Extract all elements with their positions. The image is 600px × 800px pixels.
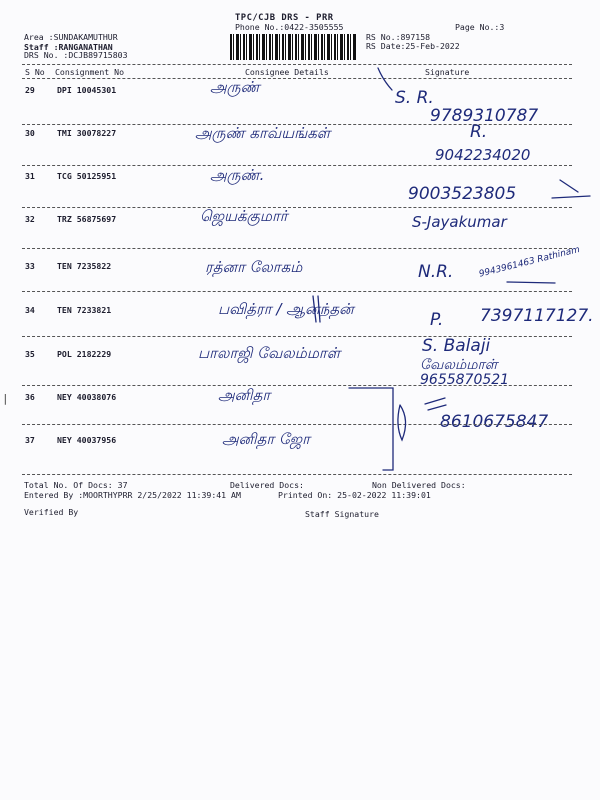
phone-handwriting: 8610675847 xyxy=(440,412,549,432)
row-consignment: NEY 40038076 xyxy=(57,392,117,402)
row-sno: 34 xyxy=(25,305,35,315)
area-field: Area :SUNDAKAMUTHUR xyxy=(24,32,118,42)
staff-signature: Staff Signature xyxy=(305,509,379,519)
row-consignment: TEN 7233821 xyxy=(57,305,112,315)
delivered-docs: Delivered Docs: xyxy=(230,480,304,490)
row-sno: 31 xyxy=(25,171,35,181)
margin-mark: | xyxy=(2,392,9,405)
row-consignment: DPI 10045301 xyxy=(57,85,117,95)
document-title: TPC/CJB DRS - PRR xyxy=(235,13,334,23)
consignee-handwriting: ரத்னா லோகம் xyxy=(205,258,303,276)
column-consignee: Consignee Details xyxy=(245,67,329,77)
signature-handwriting: P. xyxy=(430,310,444,330)
signature-handwriting: S. Balaji xyxy=(422,336,491,356)
phone-handwriting: 9789310787 xyxy=(430,106,539,126)
consignee-handwriting: அனிதா xyxy=(218,386,271,404)
drs-number-field: DRS No. :DCJB89715803 xyxy=(24,50,128,60)
page-number: Page No.:3 xyxy=(455,22,505,32)
signature-handwriting: S-Jayakumar xyxy=(412,213,507,231)
row-sno: 33 xyxy=(25,261,35,271)
phone-number: Phone No.:0422-3505555 xyxy=(235,22,344,32)
row-sno: 32 xyxy=(25,214,35,224)
printed-on: Printed On: 25-02-2022 11:39:01 xyxy=(278,490,431,500)
signature-handwriting: S. R. xyxy=(395,88,434,108)
row-consignment: POL 2182229 xyxy=(57,349,112,359)
total-docs: Total No. Of Docs: 37 xyxy=(24,480,128,490)
entered-by: Entered By :MOORTHYPRR 2/25/2022 11:39:41 AM xyxy=(24,490,241,500)
row-sno: 36 xyxy=(25,392,35,402)
row-sno: 35 xyxy=(25,349,35,359)
column-consignment: Consignment No xyxy=(55,67,125,77)
verified-by: Verified By xyxy=(24,507,79,517)
consignee-handwriting: பாலாஜி வேலம்மாள் xyxy=(198,344,341,362)
row-sno: 30 xyxy=(25,128,35,138)
consignee-handwriting: ஜெயக்குமார் xyxy=(200,207,288,225)
phone-handwriting: 9042234020 xyxy=(435,146,531,164)
consignee-handwriting: அருண் காவ்யங்கள் xyxy=(195,124,331,142)
column-sno: S No xyxy=(25,67,45,77)
row-consignment: TCG 50125951 xyxy=(57,171,117,181)
row-consignment: TEN 7235822 xyxy=(57,261,112,271)
row-consignment: TMI 30078227 xyxy=(57,128,117,138)
column-signature: Signature xyxy=(425,67,470,77)
row-consignment: NEY 40037956 xyxy=(57,435,117,445)
consignee-handwriting: அருண் xyxy=(210,78,260,96)
phone-handwriting: 7397117127. xyxy=(480,306,594,326)
phone-handwriting: 9003523805 xyxy=(408,184,517,204)
phone-handwriting: வேலம்மாள் 9655870521 xyxy=(420,357,510,388)
rs-number-field: RS No.:897158 xyxy=(366,32,431,42)
staff-field: Staff :RANGANATHAN xyxy=(24,42,113,52)
phone-handwriting: 9943961463 Rathinam xyxy=(478,244,581,280)
signature-handwriting: N.R. xyxy=(418,262,454,282)
signature-handwriting: R. xyxy=(470,122,488,142)
row-consignment: TRZ 56875697 xyxy=(57,214,117,224)
consignee-handwriting: அனிதா ஜோ xyxy=(222,430,310,448)
row-sno: 29 xyxy=(25,85,35,95)
non-delivered-docs: Non Delivered Docs: xyxy=(372,480,466,490)
rs-date-field: RS Date:25-Feb-2022 xyxy=(366,41,460,51)
row-sno: 37 xyxy=(25,435,35,445)
consignee-handwriting: பவித்ரா / ஆனந்தன் xyxy=(218,300,354,318)
consignee-handwriting: அருண். xyxy=(210,166,265,184)
